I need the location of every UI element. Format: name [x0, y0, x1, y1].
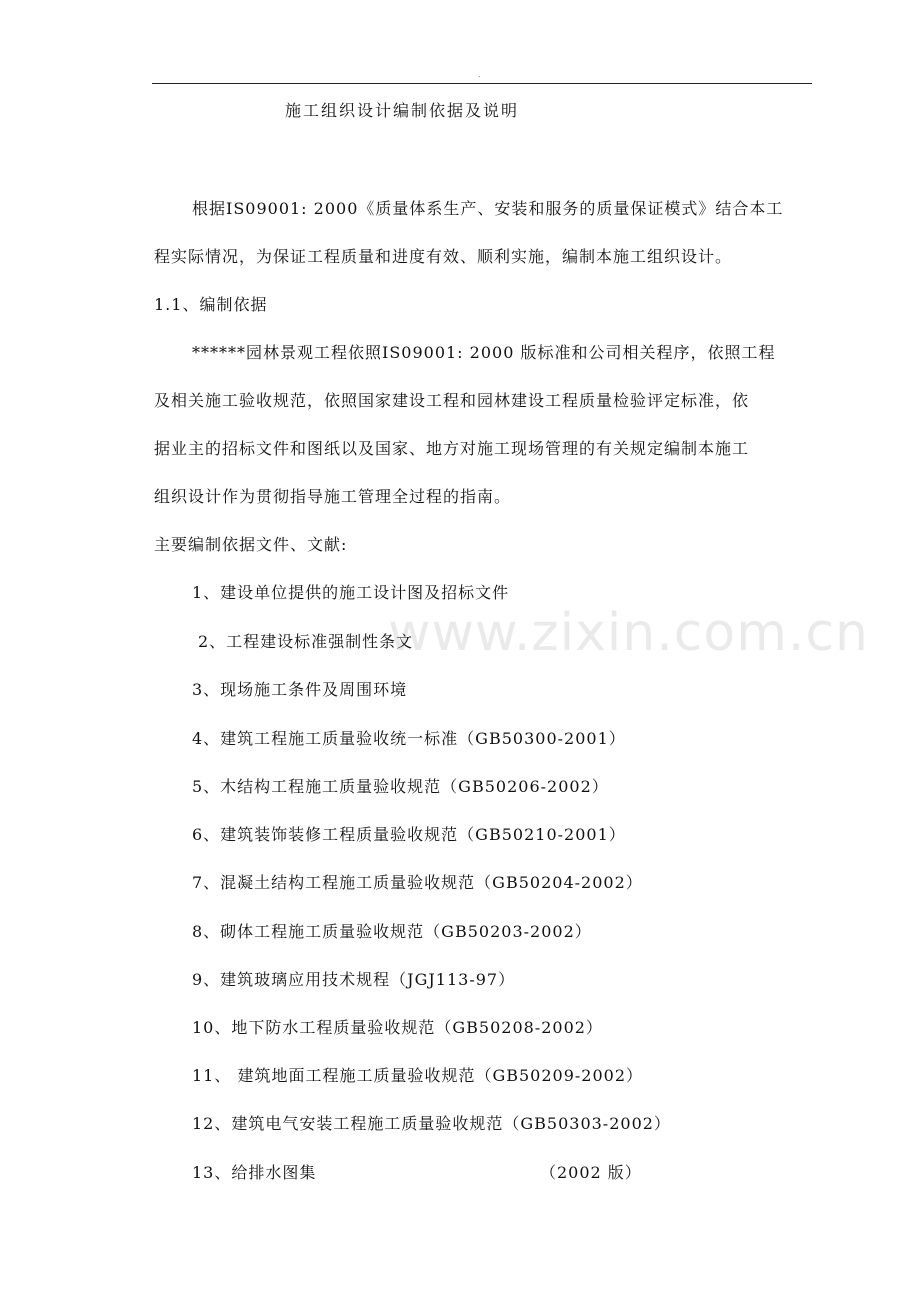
- intro-line: 根据IS09001: 2000《质量体系生产、安装和服务的质量保证模式》结合本工: [192, 199, 784, 218]
- section-heading: 1.1、编制依据: [154, 295, 268, 314]
- watermark: www.zixin.com.cn: [388, 603, 869, 663]
- document-item: 13、给排水图集: [192, 1163, 317, 1182]
- document-item: 12、建筑电气安装工程施工质量验收规范（GB50303-2002）: [192, 1114, 671, 1133]
- basis-line: 及相关施工验收规范，依照国家建设工程和园林建设工程质量检验评定标准，依: [154, 391, 750, 410]
- document-item-year: （2002 版）: [540, 1163, 642, 1182]
- document-item: 4、建筑工程施工质量验收统一标准（GB50300-2001）: [192, 729, 626, 748]
- document-item: 7、混凝土结构工程施工质量验收规范（GB50204-2002）: [192, 873, 643, 892]
- document-item: 3、现场施工条件及周围环境: [192, 680, 408, 699]
- basis-line: 据业主的招标文件和图纸以及国家、地方对施工现场管理的有关规定编制本施工: [154, 439, 750, 458]
- page-title: 施工组织设计编制依据及说明: [285, 101, 520, 120]
- document-item: 8、砌体工程施工质量验收规范（GB50203-2002）: [192, 922, 592, 941]
- document-item: 9、建筑玻璃应用技术规程（JGJ113-97）: [192, 970, 516, 989]
- basis-line: ******园林景观工程依照IS09001: 2000 版标准和公司相关程序，依照工程: [192, 343, 776, 362]
- intro-line: 程实际情况，为保证工程质量和进度有效、顺利实施，编制本施工组织设计。: [154, 247, 733, 266]
- documents-heading: 主要编制依据文件、文献:: [154, 535, 348, 554]
- document-item: 11、 建筑地面工程施工质量验收规范（GB50209-2002）: [192, 1066, 644, 1085]
- document-item: 2、工程建设标准强制性条文: [198, 632, 414, 651]
- document-item: 10、地下防水工程质量验收规范（GB50208-2002）: [192, 1018, 603, 1037]
- document-item: 5、木结构工程施工质量验收规范（GB50206-2002）: [192, 777, 609, 796]
- document-item: 1、建设单位提供的施工设计图及招标文件: [192, 583, 510, 602]
- header-mark: .: [478, 70, 481, 79]
- basis-line: 组织设计作为贯彻指导施工管理全过程的指南。: [154, 487, 512, 506]
- header-rule: [152, 83, 812, 84]
- document-item: 6、建筑装饰装修工程质量验收规范（GB50210-2001）: [192, 825, 626, 844]
